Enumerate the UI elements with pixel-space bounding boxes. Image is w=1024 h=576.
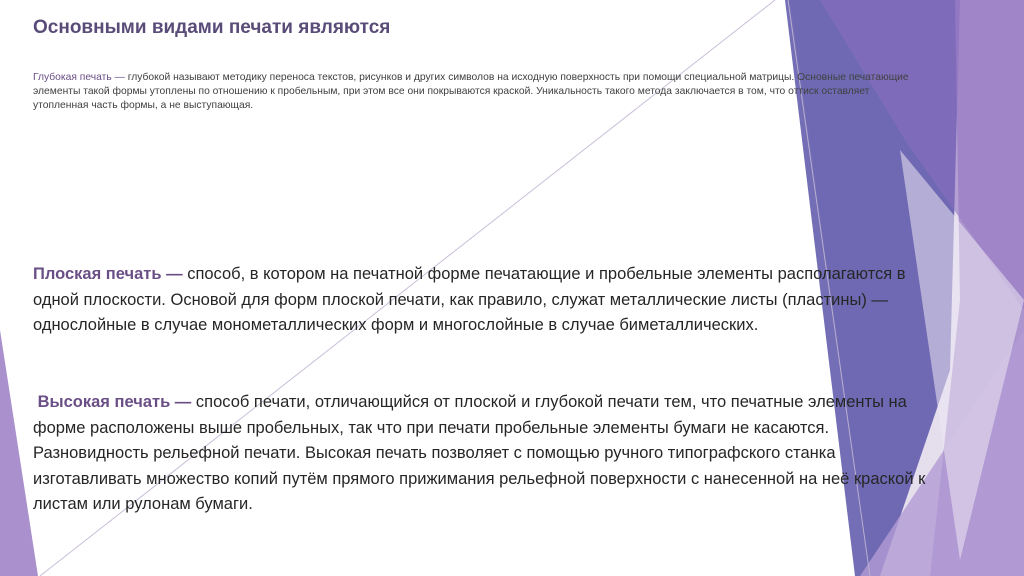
letterpress-term: Высокая печать — <box>37 393 192 411</box>
letterpress-paragraph <box>33 390 943 518</box>
slide-title: Основными видами печати являются <box>33 17 391 38</box>
gravure-paragraph <box>33 71 923 113</box>
flat-printing-paragraph <box>33 262 943 339</box>
gravure-text: глубокой называют методику переноса текстов, рисунков и других символов на исходную поверхность при помощи специальной матрицы. Основные печатающие элементы такой формы утоплены по отношению к пробельным, при этом все они покрываются краской. Уникальность такого метода заключается в том, что оттиск оставляет утопленная часть формы, а не выступающая. <box>33 72 909 111</box>
flat-printing-text: способ, в котором на печатной форме печатающие и пробельные элементы располагаются в одной плоскости. Основой для форм плоской печати, как правило, служат металлические листы (пластины) — однослойные в случае монометаллических форм и многослойные в случае биметаллических. <box>33 265 906 334</box>
flat-printing-term: Плоская печать — <box>33 265 183 283</box>
letterpress-text: способ печати, отличающийся от плоской и глубокой печати тем, что печатные элементы на форме расположены выше пробельных, так что при печати пробельные элементы бумаги не касаются. Разновидность рельефной печати. Высокая печать позволяет с помощью ручного типографского станка изготавливать множество копий путём прямого прижимания рельефной поверхности с нанесенной на неё краской к листам или рулонам бумаги. <box>33 393 926 513</box>
gravure-term: Глубокая печать — <box>33 72 125 83</box>
